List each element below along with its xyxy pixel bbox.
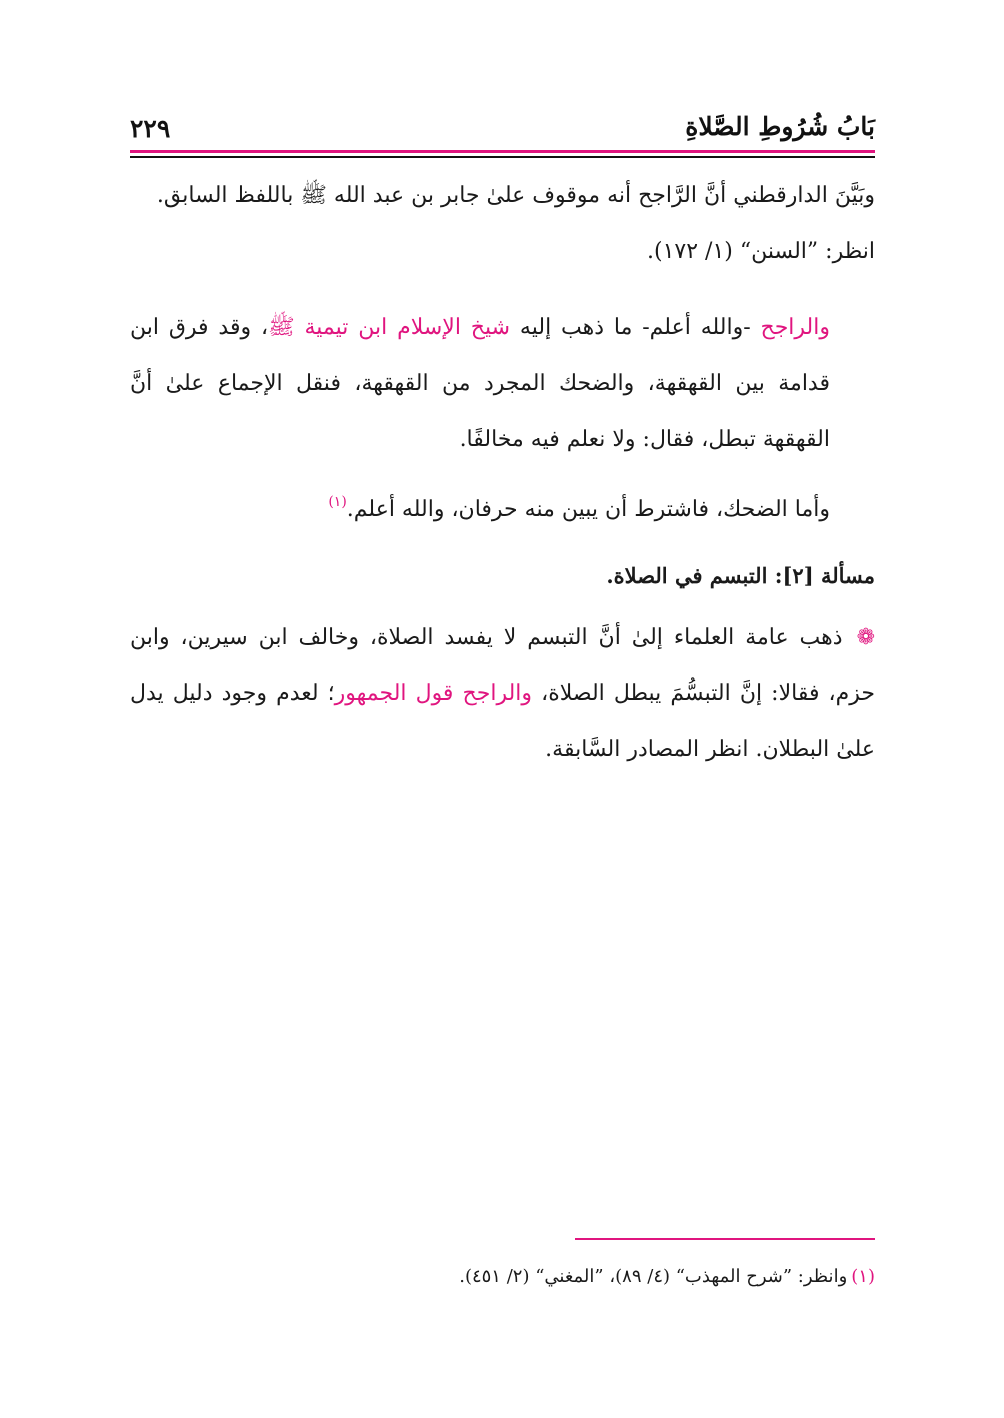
highlighted-text: والراجح قول الجمهور (334, 681, 533, 706)
footnote-reference[interactable]: (١) (328, 494, 347, 510)
main-text (130, 168, 875, 778)
header-rule (130, 156, 875, 158)
paragraph-text: -والله أعلم- ما ذهب إليه (510, 315, 761, 340)
paragraph (130, 224, 875, 280)
paragraph-text: وبَيَّنَ الدارقطني أنَّ الرَّاجح أنه موقوف علىٰ جابر بن عبد الله ﷺ باللفظ السابق. (156, 183, 875, 208)
paragraph-text: ذهب عامة العلماء إلىٰ أنَّ التبسم لا يفسد الصلاة، وخالف ابن سيرين، وابن حزم، فقالا: إنَّ التبسُّمَ يبطل الصلاة، (130, 625, 876, 706)
paragraph-text: وأما الضحك، فاشترط أن يبين منه حرفان، والله أعلم. (346, 497, 830, 522)
highlighted-text: شيخ الإسلام ابن تيمية ﷺ (268, 315, 511, 340)
paragraph-text: انظر: ”السنن“ (١/ ١٧٢). (647, 239, 875, 264)
paragraph-bulleted (130, 610, 875, 778)
footnote-separator (575, 1238, 875, 1240)
section-heading: مسألة [٢]: التبسم في الصلاة. (606, 563, 875, 588)
paragraph-text: ، وقد فرق ابن قدامة بين القهقهة، والضحك المجرد من القهقهة، فنقل الإجماع علىٰ أنَّ القهقهة تبطل، فقال: ولا نعلم فيه مخالفًا. (130, 315, 830, 452)
header-rule-accent (130, 150, 875, 153)
page-header (130, 112, 875, 152)
paragraph-ruling (130, 300, 875, 468)
paragraph-text: ؛ لعدم وجود دليل يدل علىٰ البطلان. انظر المصادر السَّابقة. (130, 681, 875, 762)
paragraph (130, 168, 875, 224)
page-number: ٢٢٩ (130, 114, 171, 143)
highlighted-text: والراجح (760, 315, 830, 340)
chapter-title: بَابُ شُرُوطِ الصَّلاةِ (685, 112, 875, 141)
paragraph (130, 474, 875, 538)
flower-bullet-icon: ❁ (856, 625, 875, 650)
footnote-number: (١) (851, 1266, 875, 1287)
footnote-text: وانظر: ”شرح المهذب“ (٤/ ٨٩)، ”المغني“ (٢/ ٤٥١). (459, 1266, 848, 1287)
footnote (130, 1262, 875, 1292)
